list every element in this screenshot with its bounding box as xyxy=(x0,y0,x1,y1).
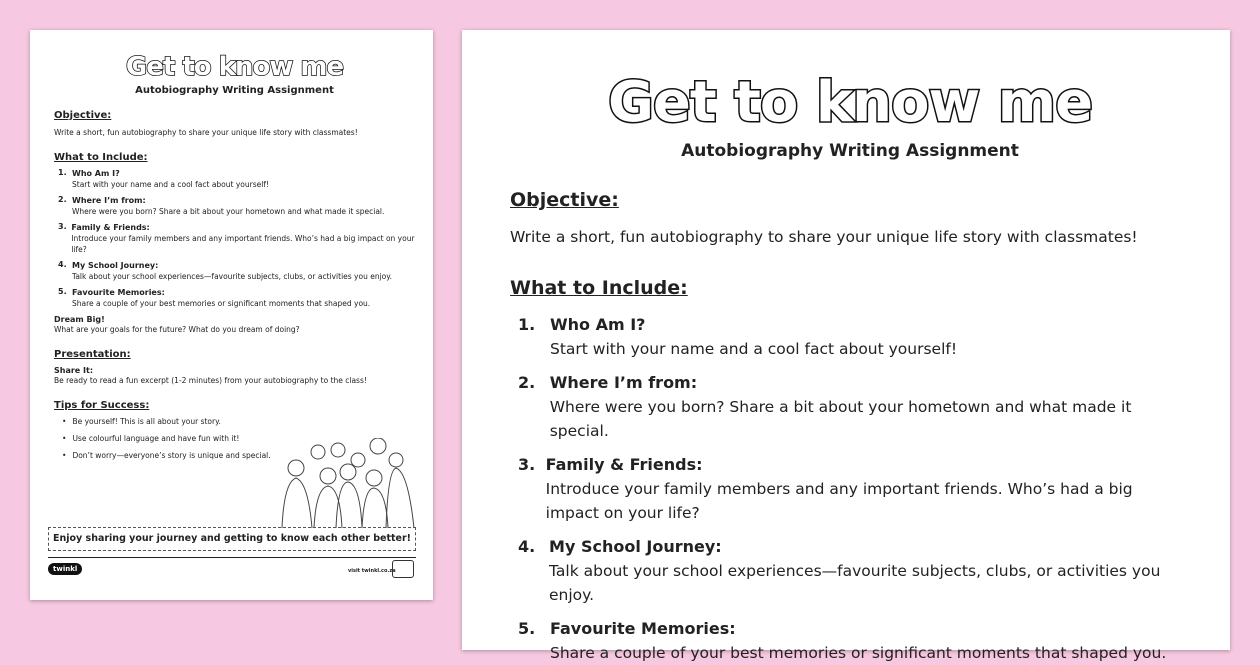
item-title: My School Journey: xyxy=(549,537,722,556)
tips-heading: Tips for Success: xyxy=(54,400,150,411)
item-title: Who Am I? xyxy=(550,315,646,334)
item-text: Start with your name and a cool fact about yourself! xyxy=(550,340,958,358)
item-title: Favourite Memories: xyxy=(72,288,165,297)
worksheet-zoomed-view xyxy=(462,30,1230,662)
item-number: 4. xyxy=(58,260,67,269)
subtitle: Autobiography Writing Assignment xyxy=(681,141,1019,161)
item-title: Where I’m from: xyxy=(549,373,698,392)
item-title: Who Am I? xyxy=(72,169,120,178)
item-number: 1. xyxy=(58,168,67,177)
item-text: Where were you born? Share a bit about your hometown and what made it special. xyxy=(549,398,1132,440)
item-number: 5. xyxy=(518,619,536,638)
item-text: Introduce your family members and any important friends. Who’s had a big impact on your life? xyxy=(71,234,415,254)
share-text: Be ready to read a fun excerpt (1-2 minutes) from your autobiography to the class! xyxy=(54,376,367,385)
item-number: 5. xyxy=(58,287,67,296)
group-people-illustration xyxy=(278,438,418,528)
presentation-heading: Presentation: xyxy=(54,349,131,360)
include-list xyxy=(510,313,1190,665)
share-heading: Share It: xyxy=(54,366,94,375)
item-text: Introduce your family members and any important friends. Who’s had a big impact on your life? xyxy=(545,480,1133,522)
item-number: 2. xyxy=(58,195,67,204)
item-number: 1. xyxy=(518,315,536,334)
item-title: My School Journey: xyxy=(72,261,159,270)
objective-text: Write a short, fun autobiography to share your unique life story with classmates! xyxy=(54,128,358,137)
list-item xyxy=(510,617,1190,665)
item-text: Start with your name and a cool fact about yourself! xyxy=(72,180,269,189)
page-title: Get to know me xyxy=(125,52,344,82)
objective-heading: Objective: xyxy=(54,110,112,121)
item-text: Talk about your school experiences—favourite subjects, clubs, or activities you enjoy. xyxy=(549,562,1161,604)
item-number: 3. xyxy=(58,222,67,231)
item-text: Share a couple of your best memories or significant moments that shaped you. xyxy=(72,299,371,308)
list-item xyxy=(510,453,1190,525)
item-number: 3. xyxy=(518,455,536,474)
footer-url: visit twinkl.co.za xyxy=(348,568,396,574)
dream-text: What are your goals for the future? What do you dream of doing? xyxy=(54,325,300,334)
list-item xyxy=(54,222,415,255)
item-title: Family & Friends: xyxy=(71,223,150,232)
list-item xyxy=(510,371,1190,443)
list-item xyxy=(54,260,415,282)
item-title: Where I’m from: xyxy=(72,196,146,205)
list-item xyxy=(510,313,1190,361)
footer-divider xyxy=(48,557,416,558)
list-item xyxy=(510,535,1190,607)
quality-badge-icon xyxy=(392,560,414,578)
objective-heading: Objective: xyxy=(510,189,619,211)
item-number: 4. xyxy=(518,537,536,556)
tip-item: • Be yourself! This is all about your story. xyxy=(62,417,415,426)
objective-text: Write a short, fun autobiography to share your unique life story with classmates! xyxy=(510,228,1138,246)
item-text: Talk about your school experiences—favourite subjects, clubs, or activities you enjoy. xyxy=(72,272,393,281)
item-title: Family & Friends: xyxy=(545,455,703,474)
item-title: Favourite Memories: xyxy=(550,619,736,638)
subtitle: Autobiography Writing Assignment xyxy=(135,85,334,96)
include-heading: What to Include: xyxy=(510,277,688,299)
worksheet-preview-thumbnail xyxy=(30,30,433,600)
dream-heading: Dream Big! xyxy=(54,315,105,324)
list-item xyxy=(54,195,415,217)
item-text: Share a couple of your best memories or significant moments that shaped you. xyxy=(550,644,1167,662)
include-heading: What to Include: xyxy=(54,152,148,163)
item-number: 2. xyxy=(518,373,536,392)
item-text: Where were you born? Share a bit about your hometown and what made it special. xyxy=(72,207,385,216)
include-list xyxy=(54,168,415,309)
twinkl-logo: twinkl xyxy=(48,563,82,575)
list-item xyxy=(54,287,415,309)
tip-item: • Don’t worry—everyone’s story is unique and special. xyxy=(62,451,415,460)
closing-banner: Enjoy sharing your journey and getting to know each other better! xyxy=(48,527,416,551)
page-title: Get to know me xyxy=(607,70,1093,135)
list-item xyxy=(54,168,415,190)
tip-item: • Use colourful language and have fun with it! xyxy=(62,434,415,443)
